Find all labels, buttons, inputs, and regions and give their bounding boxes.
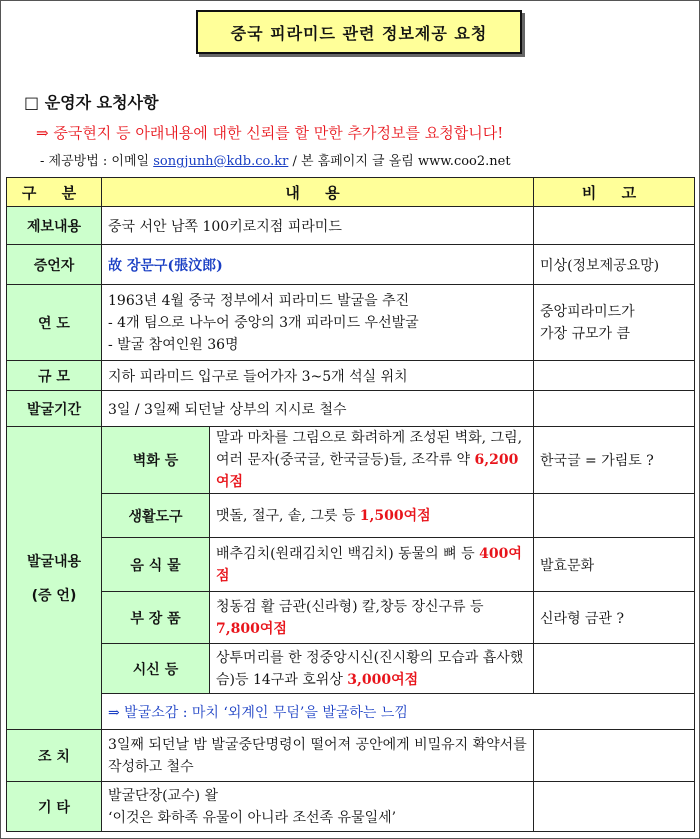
- year-line: - 4개 팀으로 나누어 중앙의 3개 피라미드 우선발굴: [108, 314, 419, 331]
- header-category: 구 분: [7, 178, 102, 207]
- table-row: [7, 782, 695, 832]
- table-row: [7, 245, 695, 285]
- item-count: 6,200여점: [216, 452, 519, 490]
- item-text-bodies: [210, 644, 534, 694]
- table-row: [7, 207, 695, 245]
- witness-name: 故 장문구(張汶郎): [102, 245, 534, 285]
- row-label-report: 제보내용: [7, 207, 102, 245]
- item-count: 3,000여점: [347, 671, 419, 688]
- table-row: [7, 494, 695, 538]
- other-note: [534, 782, 695, 832]
- item-desc: 배추김치(원래김치인 백김치) 동물의 뼈 등: [216, 545, 480, 562]
- year-note-line: 가장 규모가 큼: [540, 325, 631, 342]
- row-label-excavation: [7, 427, 102, 730]
- year-content: [102, 285, 534, 361]
- item-name-tools: 생활도구: [102, 494, 210, 538]
- method-prefix: - 제공방법 : 이메일: [40, 154, 154, 169]
- period-content: 3일 / 3일째 되던날 상부의 지시로 철수: [102, 391, 534, 427]
- row-label-witness: 증언자: [7, 245, 102, 285]
- report-note: [534, 207, 695, 245]
- excavation-label: 발굴내용: [26, 554, 82, 570]
- item-text-tools: [210, 494, 534, 538]
- email-link[interactable]: songjunh@kdb.co.kr: [153, 154, 289, 169]
- period-note: [534, 391, 695, 427]
- page-title: 중국 피라미드 관련 정보제공 요청: [196, 10, 522, 54]
- submission-method: [40, 150, 511, 169]
- header-content: 내 용: [102, 178, 534, 207]
- table-row: [7, 730, 695, 782]
- request-notice: ⇒ 중국현지 등 아래내용에 대한 신뢰를 할 만한 추가정보를 요청합니다!: [36, 124, 504, 142]
- item-note-bodies: [534, 644, 695, 694]
- item-text-burial-goods: [210, 592, 534, 644]
- item-note-burial-goods: 신라형 금관 ?: [534, 592, 695, 644]
- table-header-row: [7, 178, 695, 207]
- method-suffix: / 본 홈페이지 글 올림 www.coo2.net: [288, 154, 511, 169]
- item-note-food: 발효문화: [534, 538, 695, 592]
- item-name-food: 음 식 물: [102, 538, 210, 592]
- header-note: 비 고: [534, 178, 695, 207]
- scale-note: [534, 361, 695, 391]
- row-label-scale: 규 모: [7, 361, 102, 391]
- row-label-period: 발굴기간: [7, 391, 102, 427]
- row-label-action: 조 치: [7, 730, 102, 782]
- item-count: 1,500여점: [359, 507, 431, 524]
- item-desc: 상투머리를 한 정중앙시신(진시황의 모습과 흡사했슴)등 14구과 호위상: [216, 649, 524, 688]
- info-table: [6, 177, 695, 832]
- action-content: 3일째 되던날 밤 발굴중단명령이 떨어져 공안에게 비밀유지 확약서를 작성하고 철수: [102, 730, 534, 782]
- item-note-murals: 한국글 = 가림토 ?: [534, 427, 695, 494]
- table-row: [7, 427, 695, 494]
- table-row: [7, 694, 695, 730]
- item-name-bodies: 시신 등: [102, 644, 210, 694]
- item-text-food: [210, 538, 534, 592]
- table-row: [7, 538, 695, 592]
- item-desc: 말과 마차를 그림으로 화려하게 조성된 벽화, 그림, 여러 문자(중국글, 한국글등)들, 조각류 약: [216, 430, 523, 468]
- other-content: [102, 782, 534, 832]
- item-count: 400여점: [216, 545, 522, 584]
- report-content: 중국 서안 남쪽 100키로지점 피라미드: [102, 207, 534, 245]
- item-name-murals: 벽화 등: [102, 427, 210, 494]
- item-desc: 맷돌, 절구, 솥, 그릇 등: [216, 507, 360, 524]
- item-text-murals: [210, 427, 534, 494]
- row-label-year: 연 도: [7, 285, 102, 361]
- table-row: [7, 285, 695, 361]
- row-label-other: 기 타: [7, 782, 102, 832]
- year-note: [534, 285, 695, 361]
- other-line: ‘이것은 화하족 유물이 아니라 조선족 유물일세’: [108, 809, 397, 826]
- year-line: - 발굴 참여인원 36명: [108, 336, 239, 353]
- year-line: 1963년 4월 중국 정부에서 피라미드 발굴을 추진: [108, 292, 410, 309]
- table-row: [7, 592, 695, 644]
- item-note-tools: [534, 494, 695, 538]
- other-line: 발굴단장(교수) 왈: [108, 787, 219, 804]
- section-heading: □ 운영자 요청사항: [24, 93, 159, 112]
- witness-note: 미상(정보제공요망): [534, 245, 695, 285]
- item-name-burial-goods: 부 장 품: [102, 592, 210, 644]
- table-row: [7, 644, 695, 694]
- scale-content: 지하 피라미드 입구로 들어가자 3~5개 석실 위치: [102, 361, 534, 391]
- excavation-impression: ⇒ 발굴소감 : 마치 ‘외계인 무덤’을 발굴하는 느낌: [102, 694, 695, 730]
- excavation-sublabel: (증 언): [31, 588, 77, 604]
- item-desc: 청동검 활 금관(신라형) 칼,창등 장신구류 등: [216, 598, 484, 615]
- table-row: [7, 361, 695, 391]
- year-note-line: 중앙피라미드가: [540, 303, 635, 320]
- item-count: 7,800여점: [216, 620, 287, 637]
- action-note: [534, 730, 695, 782]
- table-row: [7, 391, 695, 427]
